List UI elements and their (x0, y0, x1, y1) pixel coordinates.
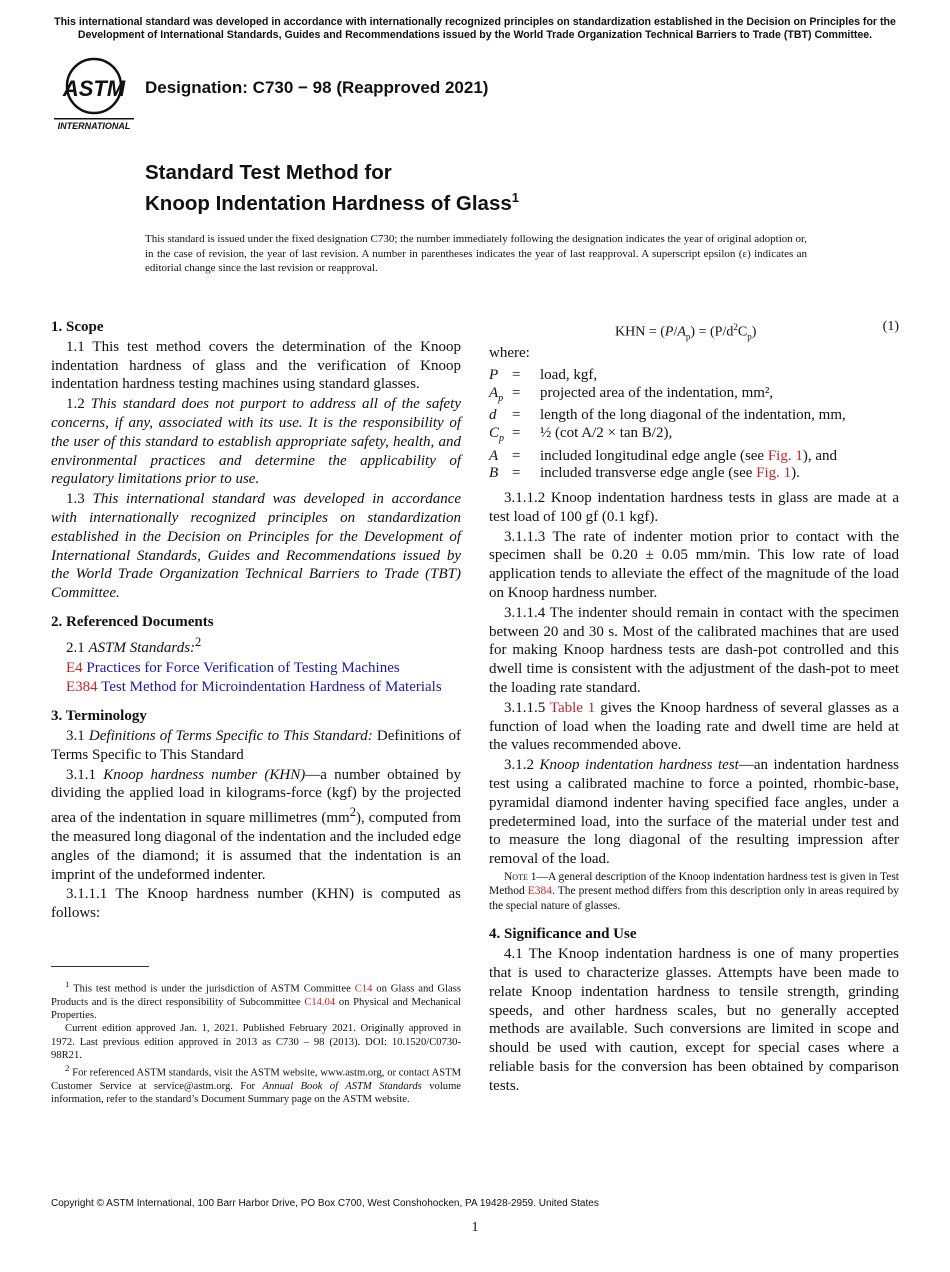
paragraph-3-1-2: 3.1.2 Knoop indentation hardness test—an indentation hardness test using a calibrated machine to force a pointed, rhombic-base, pyramidal diamond indenter having specified face angles, under a predetermined load, into the surface of the material under test and to measure the long diagonal of the resulting impression after removal of the load. (489, 757, 899, 868)
equation-formula: KHN = $(P/A_p) = (P/d^2C_p)$ (615, 322, 757, 342)
page-number: 1 (471, 1220, 479, 1235)
paragraph-1-1: 1.1 This test method covers the determination of the Knoop indentation hardness of glass and the verification of Knoop indentation hardness testing machines using standard glasses. (51, 338, 461, 393)
paragraph-2-1 (51, 633, 461, 658)
e384-link[interactable]: E384 (527, 885, 553, 898)
paragraph-3-1-italic: Definitions of Terms Specific to This Standard: (88, 727, 373, 744)
reference-e4-code-link[interactable]: E4 (66, 659, 83, 676)
symbol-definitions (489, 367, 846, 483)
paragraph-1-3 (51, 490, 461, 603)
paragraph-1-3-num: 1.3 (66, 491, 85, 508)
section-heading-referenced-documents: 2. Referenced Documents (51, 613, 214, 630)
paragraph-3-1-1-text-a: —a number obtained by dividing the applied load in kilograms-force (kgf) by the projected area of the indentation in square millimetres (mm (51, 766, 462, 827)
table-1-link[interactable]: Table 1 (549, 699, 596, 716)
definition-row: d = length of the long diagonal of the indentation, mm, (489, 407, 846, 424)
definition-row: $A_p$ = projected area of the indentation, mm², (489, 384, 774, 404)
paragraph-3-1-1-num: 3.1.1 (66, 766, 96, 783)
paragraph-3-1-1-5: 3.1.1.5 Table 1 gives the Knoop hardness of several glasses as a function of load when the loading rate and dwell time are held at the values recommended above. (489, 699, 900, 754)
copyright: Copyright © ASTM International, 100 Barr Harbor Drive, PO Box C700, West Conshohocken, PA 19428-2959. United States (51, 1198, 599, 1209)
committee-c14-link[interactable]: C14 (354, 983, 373, 995)
note-1: Note 1—A general description of the Knoop indentation hardness test is given in Test Method E384. The present method differs from this description only in areas required by the special nature of glasses. (489, 870, 899, 912)
astm-logo-icon (54, 56, 134, 132)
left-column (51, 318, 461, 924)
paragraph-2-1-text: ASTM Standards: (88, 639, 196, 656)
paragraph-3-1-1-4: 3.1.1.4 The indenter should remain in contact with the specimen between 20 and 30 s. Most of the calibrated machines that are used for making Knoop hardness tests are dash-pot controlled and this dwell time is consistent with the adjustment of the dash-pot to meet the loading rate standard. (489, 604, 899, 696)
reference-e384-code-link[interactable]: E384 (66, 679, 98, 696)
paragraph-3-1-1-sup: 2 (349, 805, 356, 820)
figure-1-link[interactable]: Fig. 1 (767, 447, 803, 464)
definition-row: $C_p$ = ½ (cot A/2 × tan B/2), (489, 424, 673, 444)
where-label: where: (489, 345, 530, 361)
paragraph-3-1-1-text-b: ), computed from the measured long diagonal of the indentation and the included edge angles of the diamond; it is assumed that the indentation is an imprint of the undeformed indenter. (51, 810, 461, 883)
paragraph-3-1-text: Definitions of Terms Specific to This Standard (51, 727, 461, 763)
footnotes (51, 978, 461, 1107)
note-label: Note 1 (504, 870, 537, 883)
reference-e384 (51, 678, 461, 697)
section-heading-significance: 4. Significance and Use (489, 926, 637, 943)
page-title (145, 160, 519, 216)
paragraph-3-1-1-2: 3.1.1.2 Knoop indentation hardness tests in glass are made at a test load of 100 gf (0.1 kgf). (489, 490, 899, 525)
title-line-1: Standard Test Method for (145, 161, 392, 184)
paragraph-3-1-1-term: Knoop hardness number (KHN) (103, 766, 306, 783)
standard-notice: This international standard was developed in accordance with internationally recognized principles on standardization established in the Decision on Principles for the Development of International Standards, Guides and Recommendations issued by the World Trade Organization Technical Barriers to Trade (TBT) Committee. (54, 16, 896, 41)
paragraph-2-1-num: 2.1 (66, 639, 85, 656)
footnote-2-marker[interactable]: 2 (195, 634, 202, 649)
paragraph-3-1 (51, 727, 461, 765)
equation-number: (1) (882, 319, 899, 334)
paragraph-3-1-num: 3.1 (66, 727, 85, 744)
section-heading-scope: 1. Scope (51, 319, 104, 335)
footnote-2: $^2$ For referenced ASTM standards, visit the ASTM website, www.astm.org, or contact ASTM Customer Service at service@astm.org. For Annual Book of ASTM Standards volume information, refer to the standard’s Document Summary page on the ASTM website. (51, 1063, 462, 1106)
paragraph-1-2-text: This standard does not purport to address all of the safety concerns, if any, associated with its use. It is the responsibility of the user of this standard to establish appropriate safety, health, and environmental practices and determine the applicability of regulatory limitations prior to use. (51, 396, 461, 488)
paragraph-4-1: 4.1 The Knoop indentation hardness is one of many properties that is used to characterize glasses. Attempts have been made to relate Knoop indentation hardness to tensile strength, grinding speeds, and other hardness scales, but no generally accepted methods are available. Such conversions are limited in scope and should be used with caution, except for special cases where a reliable basis for the conversion has been obtained by comparison tests. (489, 946, 899, 1094)
definition-row: P = load, kgf, (489, 366, 598, 383)
reference-e4-title-link[interactable]: Practices for Force Verification of Testing Machines (86, 659, 400, 676)
footnote-1: $^1$ This test method is under the jurisdiction of ASTM Committee C14 on Glass and Glass Products and is the direct responsibility of Subcommittee C14.04 on Physical and Mechanical Properties. (51, 979, 461, 1022)
paragraph-3-1-1 (51, 766, 461, 885)
paragraph-3-1-1-1: 3.1.1.1 The Knoop hardness number (KHN) is computed as follows: (51, 886, 461, 922)
figure-1-link[interactable]: Fig. 1 (756, 465, 792, 482)
logo-text: ASTM (62, 76, 126, 101)
footnote-2-num: 2 (65, 1063, 70, 1074)
paragraph-1-2-num: 1.2 (66, 396, 85, 413)
right-column (489, 318, 899, 1097)
section-heading-terminology: 3. Terminology (51, 708, 147, 725)
footnote-1-edition: Current edition approved Jan. 1, 2021. Published February 2021. Originally approved in 1972. Last previous edition approved in 2013 as C730 – 98 (2013). DOI: 10.1520/C0730-98R21. (51, 1023, 461, 1062)
paragraph-1-3-text: This international standard was developed in accordance with internationally recognized principles on standardization established in the Decision on Principles for the Development of International Standards, Guides and Recommendations issued by the World Trade Organization Technical Barriers to Trade (TBT) Committee. (51, 491, 462, 602)
definition-row: A = included longitudinal edge angle (see Fig. 1), and (489, 447, 838, 464)
paragraph-1-2 (51, 395, 461, 489)
issuance-statement: This standard is issued under the fixed designation C730; the number immediately following the designation indicates the year of original adoption or, in the case of revision, the year of last revision. A number in parentheses indicates the year of last reapproval. A superscript epsilon (ε) indicates an editorial change since the last revision or reapproval. (145, 233, 807, 274)
logo-subtext: INTERNATIONAL (57, 121, 131, 131)
footnote-divider (51, 966, 149, 967)
equation-1 (489, 318, 899, 342)
footnote-1-marker: 1 (65, 979, 70, 989)
designation: Designation: C730 − 98 (Reapproved 2021) (145, 78, 489, 97)
reference-e4 (51, 659, 461, 678)
title-footnote-marker[interactable]: 1 (511, 190, 519, 205)
definition-row: B = included transverse edge angle (see Fig. 1). (489, 465, 800, 482)
title-line-2: Knoop Indentation Hardness of Glass (145, 191, 512, 215)
subcommittee-c14-04-link[interactable]: C14.04 (304, 996, 336, 1008)
paragraph-3-1-1-3: 3.1.1.3 The rate of indenter motion prior to contact with the specimen shall be 0.20 ± 0.05 mm/min. This low rate of load application tends to alleviate the effect of the magnitude of the load on Knoop hardness number. (489, 528, 899, 601)
reference-e384-title-link[interactable]: Test Method for Microindentation Hardness of Materials (101, 679, 442, 696)
